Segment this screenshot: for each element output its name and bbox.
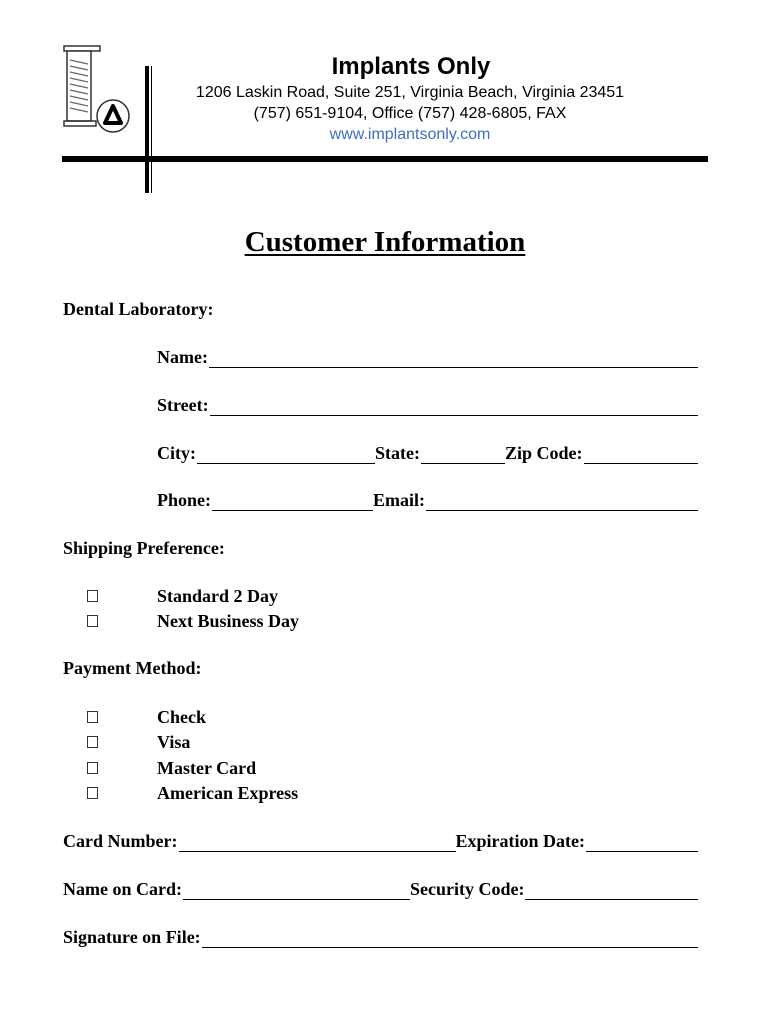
name-on-card-input-line[interactable] — [183, 881, 410, 900]
dental-lab-heading: Dental Laboratory: — [63, 299, 214, 319]
company-website-link[interactable]: www.implantsonly.com — [329, 126, 491, 143]
street-input-line[interactable] — [210, 397, 698, 416]
company-name: Implants Only — [331, 53, 491, 80]
city-label: City: — [157, 443, 196, 463]
name-field-row — [157, 346, 698, 368]
email-label: Email: — [373, 490, 425, 510]
company-phone: (757) 651-9104, Office (757) 428-6805, FAX — [253, 105, 567, 122]
header-vertical-rule-thin — [151, 66, 152, 193]
name-on-card-row — [63, 878, 698, 900]
shipping-heading: Shipping Preference: — [63, 538, 225, 558]
security-code-label: Security Code: — [410, 879, 525, 899]
implant-logo-icon — [62, 44, 132, 136]
header-vertical-rule — [145, 66, 149, 193]
checkbox-icon[interactable] — [87, 711, 98, 723]
zip-label: Zip Code: — [504, 443, 583, 463]
payment-heading: Payment Method: — [63, 658, 202, 678]
city-input-line[interactable] — [197, 445, 375, 464]
expiration-input-line[interactable] — [586, 833, 698, 852]
name-on-card-label: Name on Card: — [63, 879, 182, 899]
phone-email-row — [157, 489, 698, 511]
checkbox-icon[interactable] — [87, 762, 98, 774]
payment-option-mastercard: Master Card — [157, 758, 257, 778]
card-number-label: Card Number: — [63, 831, 178, 851]
payment-option-visa: Visa — [157, 732, 191, 752]
city-state-zip-row — [157, 442, 698, 464]
signature-input-line[interactable] — [202, 929, 698, 948]
checkbox-icon[interactable] — [87, 787, 98, 799]
name-input-line[interactable] — [209, 349, 698, 368]
signature-row — [63, 926, 698, 948]
card-number-input-line[interactable] — [179, 833, 456, 852]
shipping-option-standard: Standard 2 Day — [157, 586, 279, 606]
phone-input-line[interactable] — [212, 492, 373, 511]
header-horizontal-rule — [62, 156, 708, 162]
checkbox-icon[interactable] — [87, 590, 98, 602]
company-address: 1206 Laskin Road, Suite 251, Virginia Beach, Virginia 23451 — [195, 84, 625, 101]
checkbox-icon[interactable] — [87, 736, 98, 748]
checkbox-icon[interactable] — [87, 615, 98, 627]
state-label: State: — [375, 443, 420, 463]
signature-label: Signature on File: — [63, 927, 201, 947]
page-title: Customer Information — [244, 226, 526, 258]
state-input-line[interactable] — [421, 445, 505, 464]
street-field-row — [157, 394, 698, 416]
phone-label: Phone: — [157, 490, 211, 510]
shipping-option-next-day: Next Business Day — [157, 611, 300, 631]
payment-option-check: Check — [157, 707, 206, 727]
expiration-label: Expiration Date: — [455, 831, 585, 851]
security-code-input-line[interactable] — [525, 881, 698, 900]
name-label: Name: — [157, 347, 208, 367]
card-number-row — [63, 830, 698, 852]
email-input-line[interactable] — [426, 492, 698, 511]
zip-input-line[interactable] — [584, 445, 699, 464]
payment-option-amex: American Express — [157, 783, 299, 803]
street-label: Street: — [157, 395, 209, 415]
